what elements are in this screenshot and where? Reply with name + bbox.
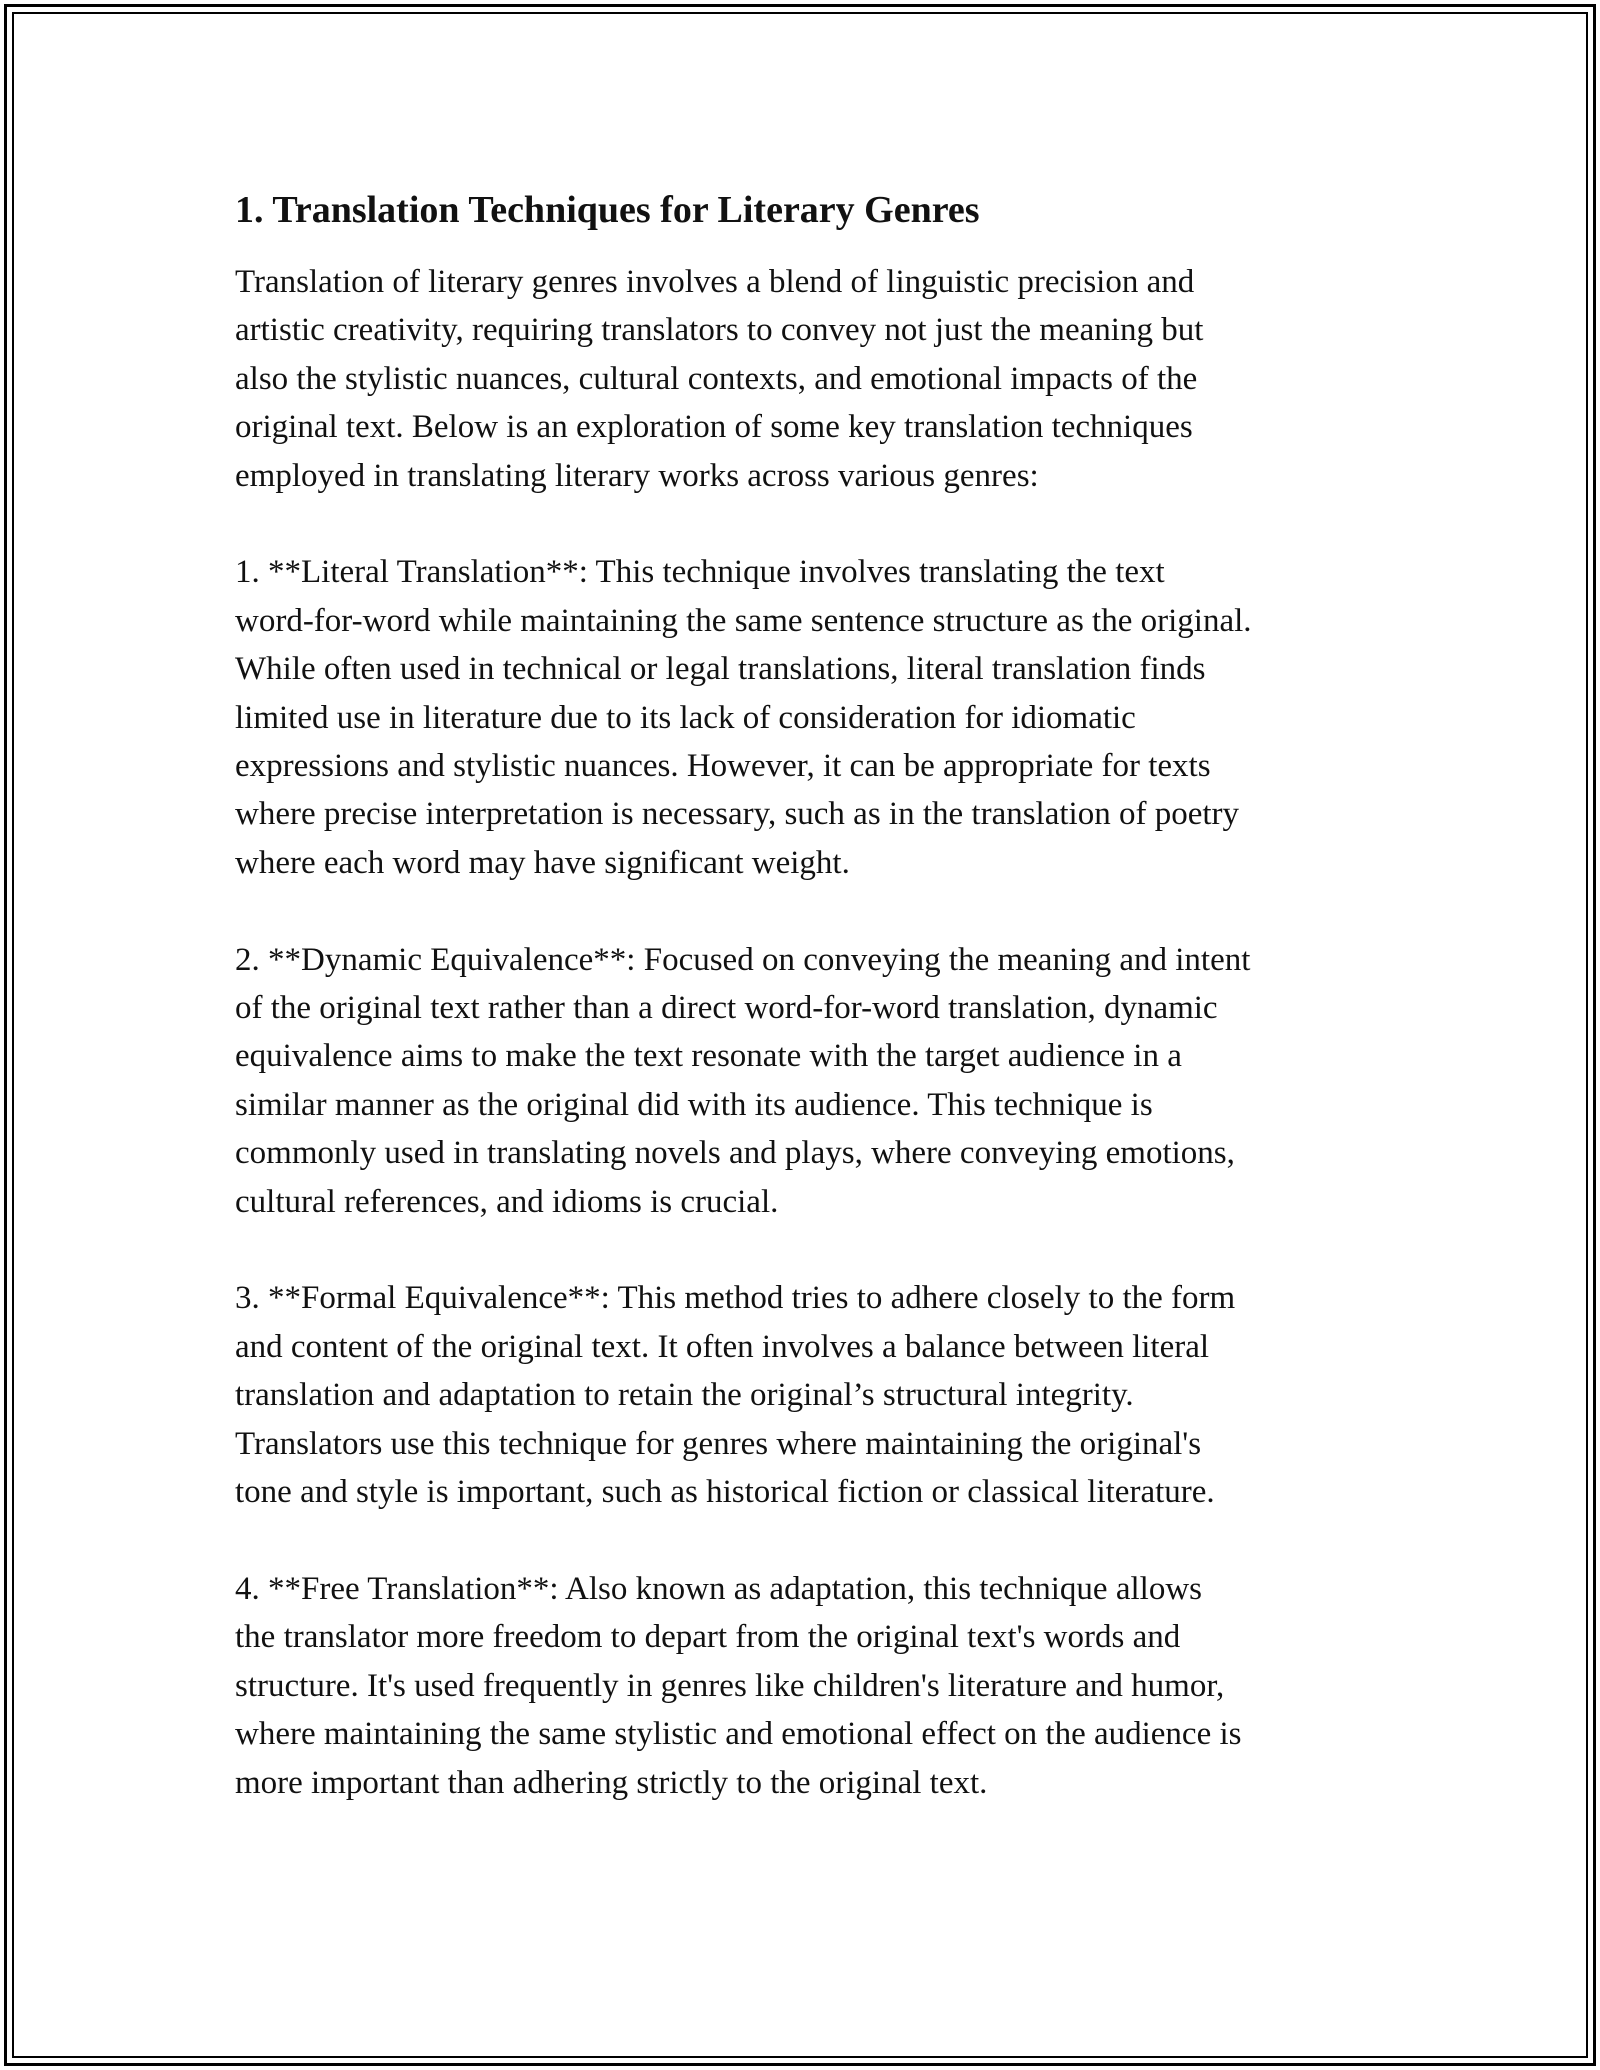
text-line: and content of the original text. It often involves a balance between literal xyxy=(235,1328,1210,1365)
text-line: While often used in technical or legal translations, literal translation finds xyxy=(235,651,1206,688)
document-body xyxy=(235,186,1395,1855)
text-line: Translation of literary genres involves a blend of linguistic precision and xyxy=(235,264,1195,300)
text-line: Translators use this technique for genres where maintaining the original's xyxy=(235,1425,1202,1462)
text-line: the translator more freedom to depart from the original text's words and xyxy=(235,1619,1181,1656)
text-line: tone and style is important, such as historical fiction or classical literature. xyxy=(235,1474,1215,1511)
text-line: artistic creativity, requiring translators to convey not just the meaning but xyxy=(235,312,1204,349)
text-line: commonly used in translating novels and plays, where conveying emotions, xyxy=(235,1135,1235,1172)
text-line: limited use in literature due to its lack of consideration for idiomatic xyxy=(235,699,1136,736)
text-line: word-for-word while maintaining the same sentence structure as the original. xyxy=(235,602,1252,639)
section-heading: 1. Translation Techniques for Literary Genres xyxy=(235,189,980,231)
text-line: structure. It's used frequently in genres like children's literature and humor, xyxy=(235,1667,1225,1704)
text-line: original text. Below is an exploration of some key translation techniques xyxy=(235,409,1193,446)
intro-paragraph xyxy=(235,258,1395,500)
text-line: 4. **Free Translation**: Also known as adaptation, this technique allows xyxy=(235,1570,1202,1607)
text-line: also the stylistic nuances, cultural contexts, and emotional impacts of the xyxy=(235,360,1198,397)
formal-equivalence-paragraph xyxy=(235,1274,1395,1516)
text-line: 1. **Literal Translation**: This technique involves translating the text xyxy=(235,554,1165,591)
dynamic-equivalence-paragraph xyxy=(235,936,1395,1226)
text-line: similar manner as the original did with its audience. This technique is xyxy=(235,1086,1153,1123)
text-line: where each word may have significant weight. xyxy=(235,844,850,881)
free-translation-paragraph xyxy=(235,1565,1395,1807)
text-line: where maintaining the same stylistic and emotional effect on the audience is xyxy=(235,1716,1242,1753)
text-line: cultural references, and idioms is crucial. xyxy=(235,1183,779,1220)
text-line: where precise interpretation is necessary, such as in the translation of poetry xyxy=(235,796,1240,833)
text-line: more important than adhering strictly to the original text. xyxy=(235,1764,988,1801)
text-line: of the original text rather than a direct word-for-word translation, dynamic xyxy=(235,990,1218,1027)
text-line: translation and adaptation to retain the original’s structural integrity. xyxy=(235,1377,1134,1414)
text-line: employed in translating literary works across various genres: xyxy=(235,457,1039,494)
text-line: equivalence aims to make the text resonate with the target audience in a xyxy=(235,1038,1182,1075)
text-line: expressions and stylistic nuances. However, it can be appropriate for texts xyxy=(235,748,1211,785)
text-line: 3. **Formal Equivalence**: This method tries to adhere closely to the form xyxy=(235,1280,1236,1317)
literal-translation-paragraph xyxy=(235,548,1395,887)
text-line: 2. **Dynamic Equivalence**: Focused on conveying the meaning and intent xyxy=(235,941,1251,978)
